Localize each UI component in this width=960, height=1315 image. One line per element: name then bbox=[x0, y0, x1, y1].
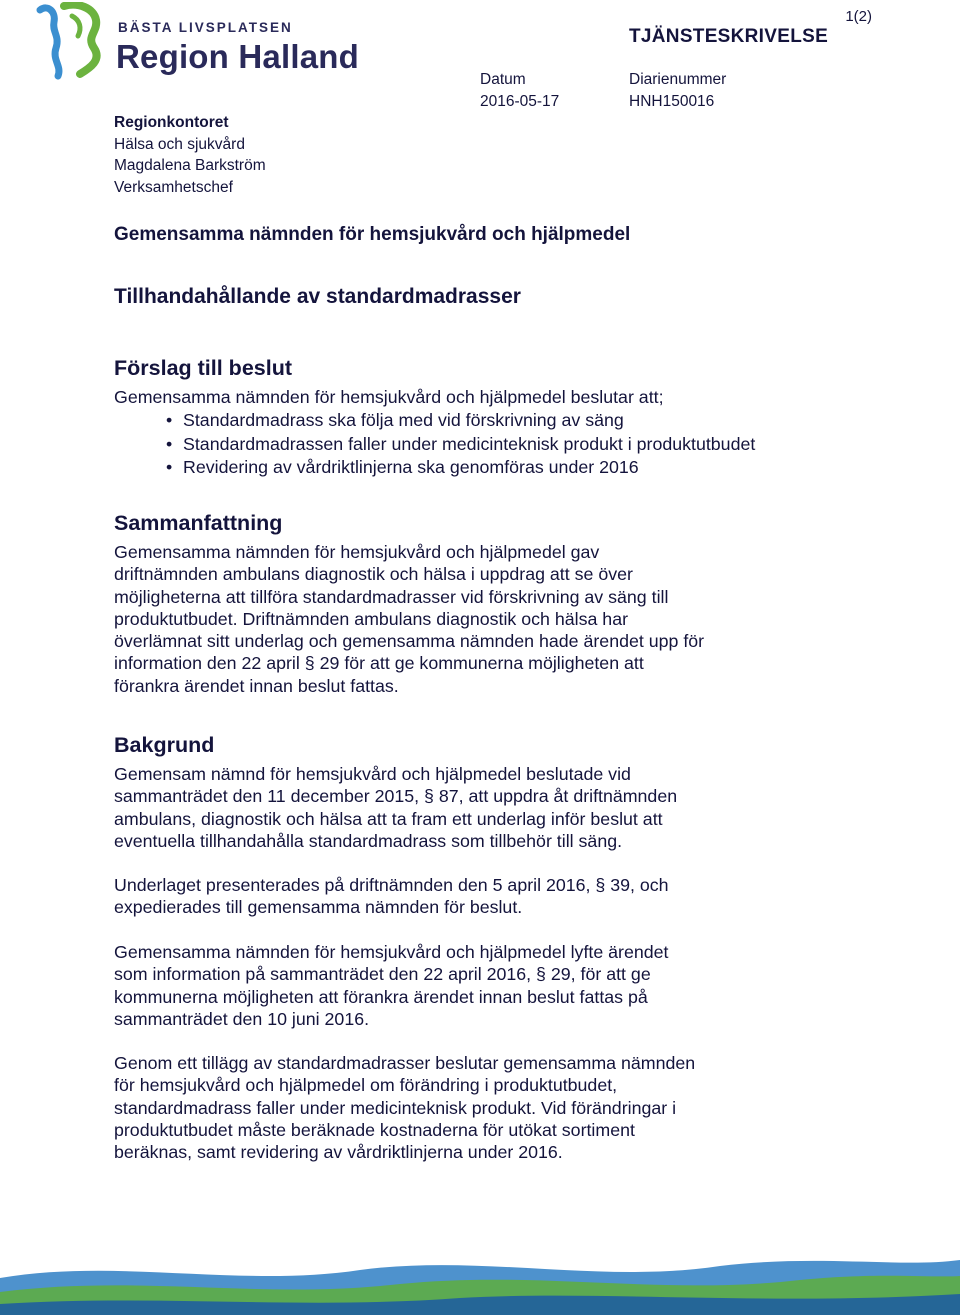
background-line: Genom ett tillägg av standardmadrasser beslutar gemensamma nämnden bbox=[114, 1053, 696, 1073]
footer-wave-decoration bbox=[0, 1248, 960, 1315]
background-line: ambulans, diagnostik och hälsa att ta fram ett underlag inför beslut att bbox=[114, 808, 663, 829]
background-line: sammanträdet den 11 december 2015, § 87, att uppdra åt driftnämnden bbox=[114, 786, 678, 807]
background-line: beräknas, samt revidering av vårdriktlinjerna under 2016. bbox=[114, 1142, 563, 1163]
logo-emblem-icon bbox=[34, 2, 114, 82]
logo-name: Region Halland bbox=[116, 38, 359, 75]
background-line: produktutbudet måste beräknade kostnaderna för utökat sortiment bbox=[114, 1119, 635, 1140]
background-line: eventuella tillhandahålla standardmadrass som tillbehör till säng. bbox=[114, 830, 623, 851]
background-line: kommunerna möjligheten att förankra ärendet innan beslut fattas på bbox=[114, 986, 648, 1007]
sender-name: Magdalena Barkström bbox=[114, 157, 266, 174]
background-line: Underlaget presenterades på driftnämnden den 5 april 2016, § 39, och bbox=[114, 875, 669, 895]
background-line: expedierades till gemensamma nämnden för beslut. bbox=[114, 897, 523, 918]
summary-paragraph bbox=[114, 541, 834, 697]
region-halland-logo bbox=[34, 2, 364, 82]
date-value: 2016-05-17 bbox=[480, 93, 560, 110]
background-paragraph-4 bbox=[114, 1052, 834, 1163]
summary-line: möjligheterna att tillföra standardmadrasser vid förskrivning av säng till bbox=[114, 586, 669, 607]
document-type: TJÄNSTESKRIVELSE bbox=[629, 26, 829, 47]
summary-heading: Sammanfattning bbox=[114, 511, 283, 535]
background-line: som information på sammanträdet den 22 april 2016, § 29, för att ge bbox=[114, 964, 651, 985]
page-number: 1(2) bbox=[845, 8, 872, 25]
sender-block bbox=[114, 112, 266, 198]
background-line: för hemsjukvård och hjälpmedel om förändring i produktutbudet, bbox=[114, 1075, 618, 1096]
background-line: Gemensam nämnd för hemsjukvård och hjälpmedel beslutade vid bbox=[114, 764, 631, 784]
summary-line: information den 22 april § 29 för att ge kommunerna möjligheten att bbox=[114, 653, 644, 674]
proposal-item: • Standardmadrass ska följa med vid förskrivning av säng bbox=[114, 409, 755, 433]
background-heading: Bakgrund bbox=[114, 733, 215, 757]
summary-line: driftnämnden ambulans diagnostik och hälsa i uppdrag att se över bbox=[114, 564, 633, 585]
background-paragraph-1 bbox=[114, 763, 834, 852]
committee-heading: Gemensamma nämnden för hemsjukvård och hjälpmedel bbox=[114, 224, 631, 245]
proposal-list bbox=[114, 409, 755, 480]
proposal-heading: Förslag till beslut bbox=[114, 356, 292, 380]
background-paragraph-3 bbox=[114, 941, 834, 1030]
summary-line: produktutbudet. Driftnämnden ambulans diagnostik och hälsa har bbox=[114, 608, 628, 629]
proposal-item: • Revidering av vårdriktlinjerna ska genomföras under 2016 bbox=[114, 456, 755, 480]
registration-value: HNH150016 bbox=[629, 93, 715, 110]
proposal-item: • Standardmadrassen faller under medicinteknisk produkt i produktutbudet bbox=[114, 433, 755, 457]
summary-line: förankra ärendet innan beslut fattas. bbox=[114, 675, 399, 696]
background-line: standardmadrass faller under medicinteknisk produkt. Vid förändringar i bbox=[114, 1097, 677, 1118]
background-paragraph-2 bbox=[114, 874, 834, 919]
summary-line: Gemensamma nämnden för hemsjukvård och hjälpmedel gav bbox=[114, 542, 600, 562]
sender-office: Regionkontoret bbox=[114, 114, 229, 131]
summary-line: överlämnat sitt underlag och gemensamma nämnden hade ärendet upp för bbox=[114, 631, 705, 652]
sender-department: Hälsa och sjukvård bbox=[114, 135, 245, 153]
background-line: sammanträdet den 10 juni 2016. bbox=[114, 1008, 370, 1029]
background-line: Gemensamma nämnden för hemsjukvård och hjälpmedel lyfte ärendet bbox=[114, 942, 669, 962]
proposal-intro: Gemensamma nämnden för hemsjukvård och hjälpmedel beslutar att; bbox=[114, 387, 664, 407]
document-title: Tillhandahållande av standardmadrasser bbox=[114, 285, 521, 308]
sender-role: Verksamhetschef bbox=[114, 178, 233, 196]
date-label: Datum bbox=[480, 71, 526, 88]
logo-tagline: BÄSTA LIVSPLATSEN bbox=[118, 20, 293, 35]
registration-label: Diarienummer bbox=[629, 71, 727, 88]
